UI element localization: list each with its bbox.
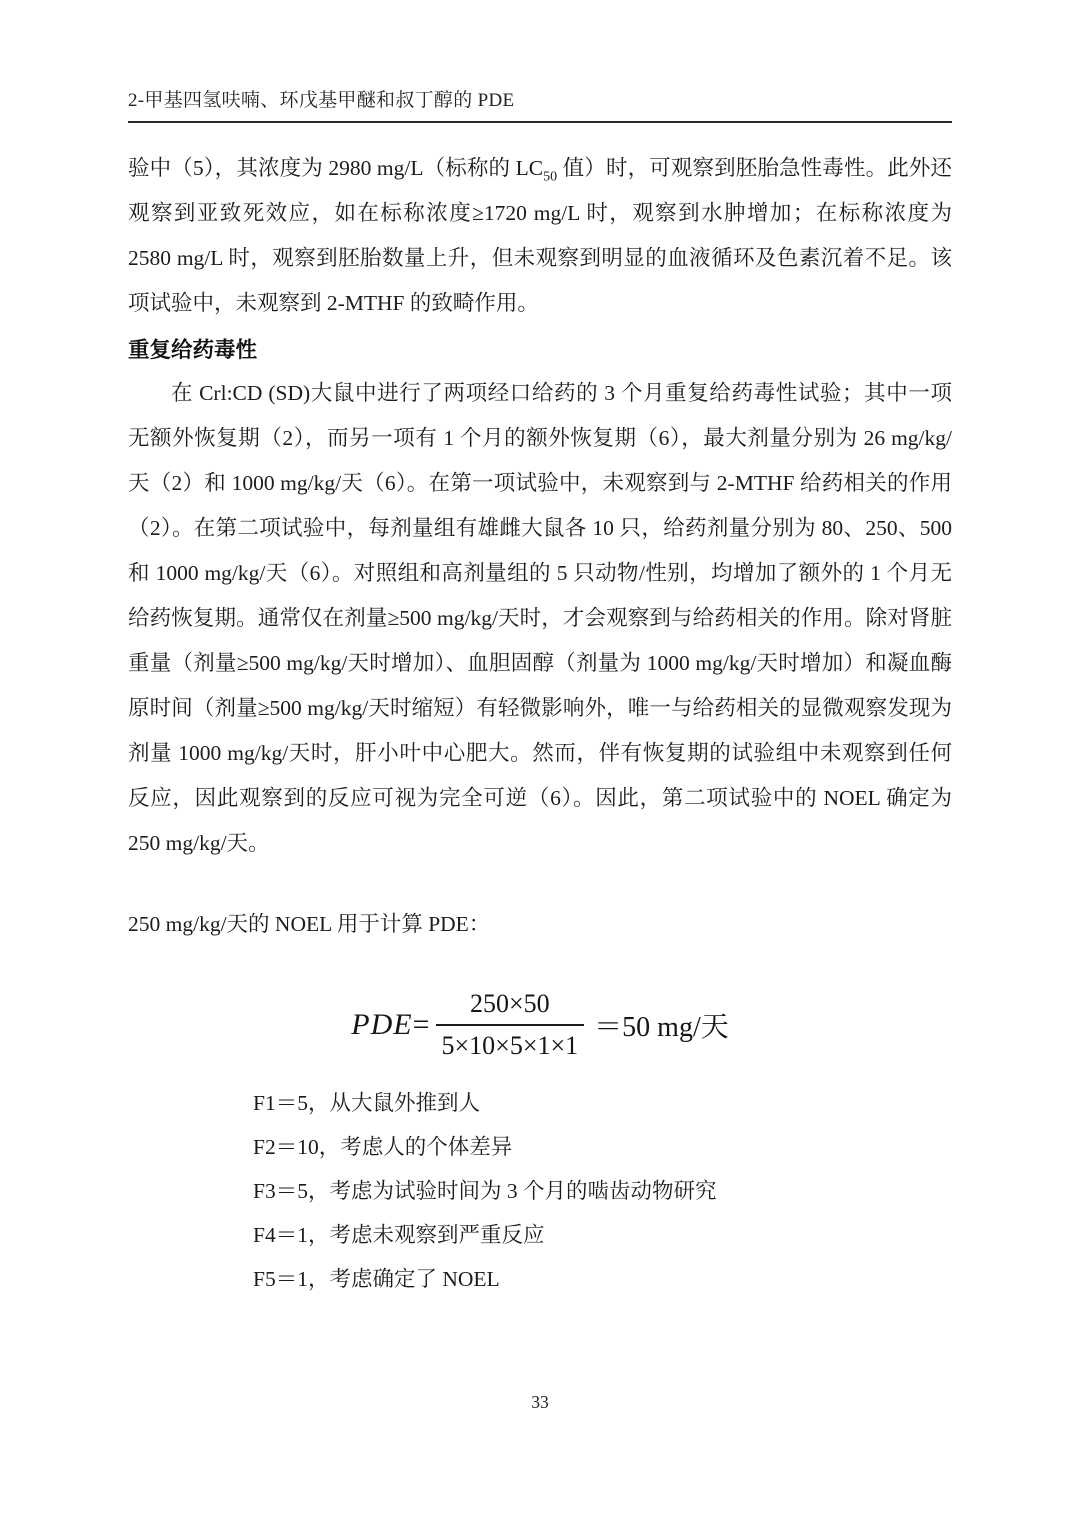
factor-f3: F3＝5，考虑为试验时间为 3 个月的啮齿动物研究	[253, 1179, 717, 1203]
formula-pde-label: PDE	[351, 1008, 413, 1041]
document-page	[128, 0, 952, 1528]
modifying-factor-list	[128, 1081, 952, 1301]
section-heading-repeat-dose-toxicity: 重复给药毒性	[128, 338, 258, 362]
formula-numerator: 250×50	[436, 989, 585, 1026]
page-number: 33	[531, 1392, 549, 1412]
lc50-subscript: 50	[543, 169, 558, 185]
factor-f1: F1＝5，从大鼠外推到人	[253, 1091, 480, 1115]
paragraph-embryo-toxicity	[128, 146, 952, 326]
formula-denominator: 5×10×5×1×1	[441, 1031, 579, 1060]
noel-pde-intro-line: 250 mg/kg/天的 NOEL 用于计算 PDE：	[128, 912, 491, 936]
formula-result: ＝50 mg/天	[594, 1012, 729, 1043]
factor-f5: F5＝1，考虑确定了 NOEL	[253, 1267, 500, 1291]
paragraph-repeat-dose-study: 在 Crl:CD (SD)大鼠中进行了两项经口给药的 3 个月重复给药毒性试验；其中一项无额外恢复期（2），而另一项有 1 个月的额外恢复期（6），最大剂量分别为 26 mg/kg/天（2）和 1000 mg/kg/天（6）。在第一项试验中，未观察到与 2-MTHF 给药相关的作用（2）。在第二项试验中，每剂量组有雄雌大鼠各 10 只，给药剂量分别为 80、250、500 和 1000 mg/kg/天（6）。对照组和高剂量组的 5 只动物/性别，均增加了额外的 1 个月无给药恢复期。通常仅在剂量≥500 mg/kg/天时，才会观察到与给药相关的作用。除对肾脏重量（剂量≥500 mg/kg/天时增加）、血胆固醇（剂量为 1000 mg/kg/天时增加）和凝血酶原时间（剂量≥500 mg/kg/天时缩短）有轻微影响外，唯一与给药相关的显微观察发现为剂量 1000 mg/kg/天时，肝小叶中心肥大。然而，伴有恢复期的试验组中未观察到任何反应，因此观察到的反应可视为完全可逆（6）。因此，第二项试验中的 NOEL 确定为 250 mg/kg/天。	[128, 381, 952, 855]
formula-lhs	[351, 1008, 429, 1042]
formula-fraction	[436, 989, 585, 1061]
pde-formula	[128, 989, 952, 1061]
lc50-base: LC	[515, 156, 544, 180]
factor-f4: F4＝1，考虑未观察到严重反应	[253, 1223, 545, 1247]
paragraph-embryo-text-before: 验中（5），其浓度为 2980 mg/L（标称的	[128, 156, 516, 180]
header-rule	[128, 121, 952, 123]
factor-f2: F2＝10，考虑人的个体差异	[253, 1135, 513, 1159]
formula-equals-sign: =	[412, 1008, 430, 1041]
paragraph-embryo-text-after: 值）时，可观察到胚胎急性毒性。此外还观察到亚致死效应，如在标称浓度≥1720 mg/L 时，观察到水肿增加；在标称浓度为 2580 mg/L 时，观察到胚胎数量上升，但未观察到明显的血液循环及色素沉着不足。该项试验中，未观察到 2-MTHF 的致畸作用。	[128, 156, 952, 315]
running-header-title: 2-甲基四氢呋喃、环戊基甲醚和叔丁醇的 PDE	[128, 90, 515, 111]
